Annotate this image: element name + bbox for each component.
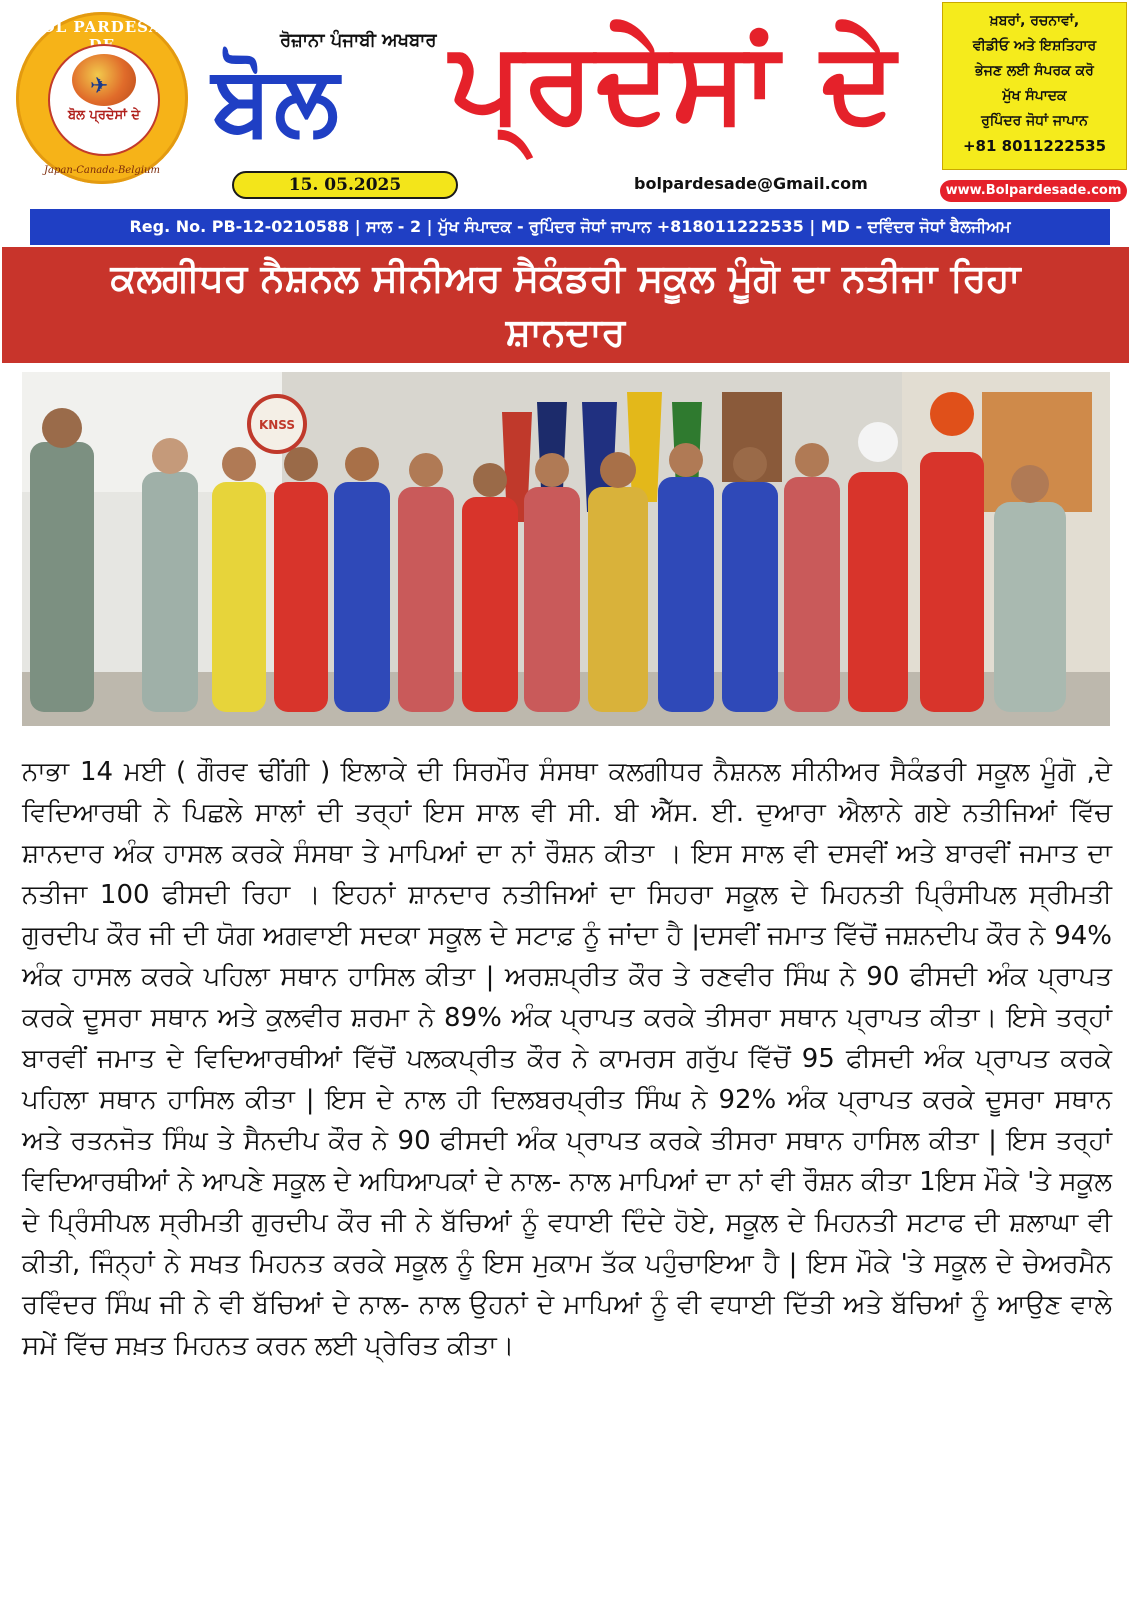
contact-line: ਵੀਡੀਓ ਅਤੇ ਇਸ਼ਤਿਹਾਰ	[972, 38, 1097, 54]
logo-emblem	[48, 44, 160, 156]
newspaper-title-part2: ਪ੍ਰਦੇਸਾਂ ਦੇ	[450, 17, 898, 147]
article-body: ਨਾਭਾ 14 ਮਈ ( ਗੌਰਵ ਢੀਂਗੀ ) ਇਲਾਕੇ ਦੀ ਸਿਰਮੌਰ ਸੰਸਥਾ ਕਲਗੀਧਰ ਨੈਸ਼ਨਲ ਸੀਨੀਅਰ ਸੈਕੰਡਰੀ ਸਕੂਲ ਮੂੰਗੋ ,ਦੇ ਵਿਦਿਆਰਥੀ ਨੇ ਪਿਛਲੇ ਸਾਲਾਂ ਦੀ ਤਰ੍ਹਾਂ ਇਸ ਸਾਲ ਵੀ ਸੀ. ਬੀ ਐੱਸ. ਈ. ਦੁਆਰਾ ਐਲਾਨੇ ਗਏ ਨਤੀਜਿਆਂ ਵਿੱਚ ਸ਼ਾਨਦਾਰ ਅੰਕ ਹਾਸਲ ਕਰਕੇ ਸੰਸਥਾ ਤੇ ਮਾਪਿਆਂ ਦਾ ਨਾਂ ਰੌਸ਼ਨ ਕੀਤਾ । ਇਸ ਸਾਲ ਵੀ ਦਸਵੀਂ ਅਤੇ ਬਾਰਵੀਂ ਜਮਾਤ ਦਾ ਨਤੀਜਾ 100 ਫੀਸਦੀ ਰਿਹਾ । ਇਹਨਾਂ ਸ਼ਾਨਦਾਰ ਨਤੀਜਿਆਂ ਦਾ ਸਿਹਰਾ ਸਕੂਲ ਦੇ ਮਿਹਨਤੀ ਪ੍ਰਿੰਸੀਪਲ ਸ੍ਰੀਮਤੀ ਗੁਰਦੀਪ ਕੌਰ ਜੀ ਦੀ ਯੋਗ ਅਗਵਾਈ ਸਦਕਾ ਸਕੂਲ ਦੇ ਸਟਾਫ਼ ਨੂੰ ਜਾਂਦਾ ਹੈ |ਦਸਵੀਂ ਜਮਾਤ ਵਿੱਚੋਂ ਜਸ਼ਨਦੀਪ ਕੌਰ ਨੇ 94% ਅੰਕ ਹਾਸਲ ਕਰਕੇ ਪਹਿਲਾ ਸਥਾਨ ਹਾਸਿਲ ਕੀਤਾ | ਅਰਸ਼ਪ੍ਰੀਤ ਕੌਰ ਤੇ ਰਣਵੀਰ ਸਿੰਘ ਨੇ 90 ਫੀਸਦੀ ਅੰਕ ਪ੍ਰਾਪਤ ਕਰਕੇ ਦੂਸਰਾ ਸਥਾਨ ਅਤੇ ਕੁਲਵੀਰ ਸ਼ਰਮਾ ਨੇ 89% ਅੰਕ ਪ੍ਰਾਪਤ ਕਰਕੇ ਤੀਸਰਾ ਸਥਾਨ ਪ੍ਰਾਪਤ ਕੀਤਾ। ਇਸੇ ਤਰ੍ਹਾਂ ਬਾਰਵੀਂ ਜਮਾਤ ਦੇ ਵਿਦਿਆਰਥੀਆਂ ਵਿੱਚੋਂ ਪਲਕਪ੍ਰੀਤ ਕੌਰ ਨੇ ਕਾਮਰਸ ਗਰੁੱਪ ਵਿੱਚੋਂ 95 ਫੀਸਦੀ ਅੰਕ ਪ੍ਰਾਪਤ ਕਰਕੇ ਪਹਿਲਾ ਸਥਾਨ ਹਾਸਿਲ ਕੀਤਾ | ਇਸ ਦੇ ਨਾਲ ਹੀ ਦਿਲਬਰਪ੍ਰੀਤ ਸਿੰਘ ਨੇ 92% ਅੰਕ ਪ੍ਰਾਪਤ ਕਰਕੇ ਦੂਸਰਾ ਸਥਾਨ ਅਤੇ ਰਤਨਜੋਤ ਸਿੰਘ ਤੇ ਸੈਨਦੀਪ ਕੌਰ ਨੇ 90 ਫੀਸਦੀ ਅੰਕ ਪ੍ਰਾਪਤ ਕਰਕੇ ਤੀਸਰਾ ਸਥਾਨ ਹਾਸਿਲ ਕੀਤਾ | ਇਸ ਤਰ੍ਹਾਂ ਵਿਦਿਆਰਥੀਆਂ ਨੇ ਆਪਣੇ ਸਕੂਲ ਦੇ ਅਧਿਆਪਕਾਂ ਦੇ ਨਾਲ- ਨਾਲ ਮਾਪਿਆਂ ਦਾ ਨਾਂ ਵੀ ਰੌਸ਼ਨ ਕੀਤਾ 1ਇਸ ਮੌਕੇ 'ਤੇ ਸਕੂਲ ਦੇ ਪ੍ਰਿੰਸੀਪਲ ਸ੍ਰੀਮਤੀ ਗੁਰਦੀਪ ਕੌਰ ਜੀ ਨੇ ਬੱਚਿਆਂ ਨੂੰ ਵਧਾਈ ਦਿੰਦੇ ਹੋਏ, ਸਕੂਲ ਦੇ ਮਿਹਨਤੀ ਸਟਾਫ ਦੀ ਸ਼ਲਾਘਾ ਵੀ ਕੀਤੀ, ਜਿੰਨ੍ਹਾਂ ਨੇ ਸਖਤ ਮਿਹਨਤ ਕਰਕੇ ਸਕੂਲ ਨੂੰ ਇਸ ਮੁਕਾਮ ਤੱਕ ਪਹੁੰਚਾਇਆ ਹੈ | ਇਸ ਮੌਕੇ 'ਤੇ ਸਕੂਲ ਦੇ ਚੇਅਰਮੈਨ ਰਵਿੰਦਰ ਸਿੰਘ ਜੀ ਨੇ ਵੀ ਬੱਚਿਆਂ ਦੇ ਨਾਲ- ਨਾਲ ਉਹਨਾਂ ਦੇ ਮਾਪਿਆਂ ਨੂੰ ਵੀ ਵਧਾਈ ਦਿੱਤੀ ਅਤੇ ਬੱਚਿਆਂ ਨੂੰ ਆਉਣ ਵਾਲੇ ਸਮੇਂ ਵਿੱਚ ਸਖ਼ਤ ਮਿਹਨਤ ਕਰਨ ਲਈ ਪ੍ਰੇਰਿਤ ਕੀਤਾ।	[22, 757, 1112, 1361]
headline-banner	[2, 245, 1129, 363]
airplane-icon: ✈	[90, 74, 109, 99]
newspaper-title-part1: ਬੋਲ	[212, 44, 341, 156]
contact-email: bolpardesade@Gmail.com	[634, 174, 868, 193]
headline-text: ਕਲਗੀਧਰ ਨੈਸ਼ਨਲ ਸੀਨੀਅਰ ਸੈਕੰਡਰੀ ਸਕੂਲ ਮੂੰਗੋ ਦਾ ਨਤੀਜਾ ਰਿਹਾ ਸ਼ਾਨਦਾਰ	[110, 256, 1021, 354]
registration-bar: Reg. No. PB-12-0210588 | ਸਾਲ - 2 | ਮੁੱਖ ਸੰਪਾਦਕ - ਰੁਪਿੰਦਰ ਜੋਧਾਂ ਜਾਪਾਨ +818011222535 | MD - ਦਵਿੰਦਰ ਜੋਧਾਂ ਬੈਲਜੀਅਮ	[30, 209, 1110, 245]
contact-phone: +81 8011222535	[962, 137, 1107, 155]
logo-ring-top-text: BOL PARDESAN	[27, 18, 177, 36]
contact-line: ਰੁਪਿੰਦਰ ਜੋਧਾਂ ਜਾਪਾਨ	[981, 113, 1088, 129]
logo-center-text: ਬੋਲ ਪ੍ਰਦੇਸਾਂ ਦੇ	[68, 108, 140, 123]
newspaper-tagline: ਰੋਜ਼ਾਨਾ ਪੰਜਾਬੀ ਅਖਬਾਰ	[280, 30, 437, 51]
contact-line: ਮੁੱਖ ਸੰਪਾਦਕ	[1002, 88, 1067, 104]
newspaper-logo	[16, 12, 188, 184]
contact-line: ਖ਼ਬਰਾਂ, ਰਚਨਾਵਾਂ,	[989, 13, 1080, 29]
contact-line: ਭੇਜਣ ਲਈ ਸੰਪਰਕ ਕਰੋ	[975, 63, 1094, 79]
contact-info-box	[942, 2, 1127, 170]
news-photo	[22, 372, 1110, 726]
issue-date: 15. 05.2025	[232, 171, 458, 199]
group-photo-illustration	[22, 372, 1110, 726]
flag-emblem-text: KNSS	[258, 418, 296, 432]
website-link[interactable]: www.Bolpardesade.com	[940, 180, 1127, 202]
logo-ring-bottom-text: Japan-Canada-Belgium	[44, 165, 160, 176]
